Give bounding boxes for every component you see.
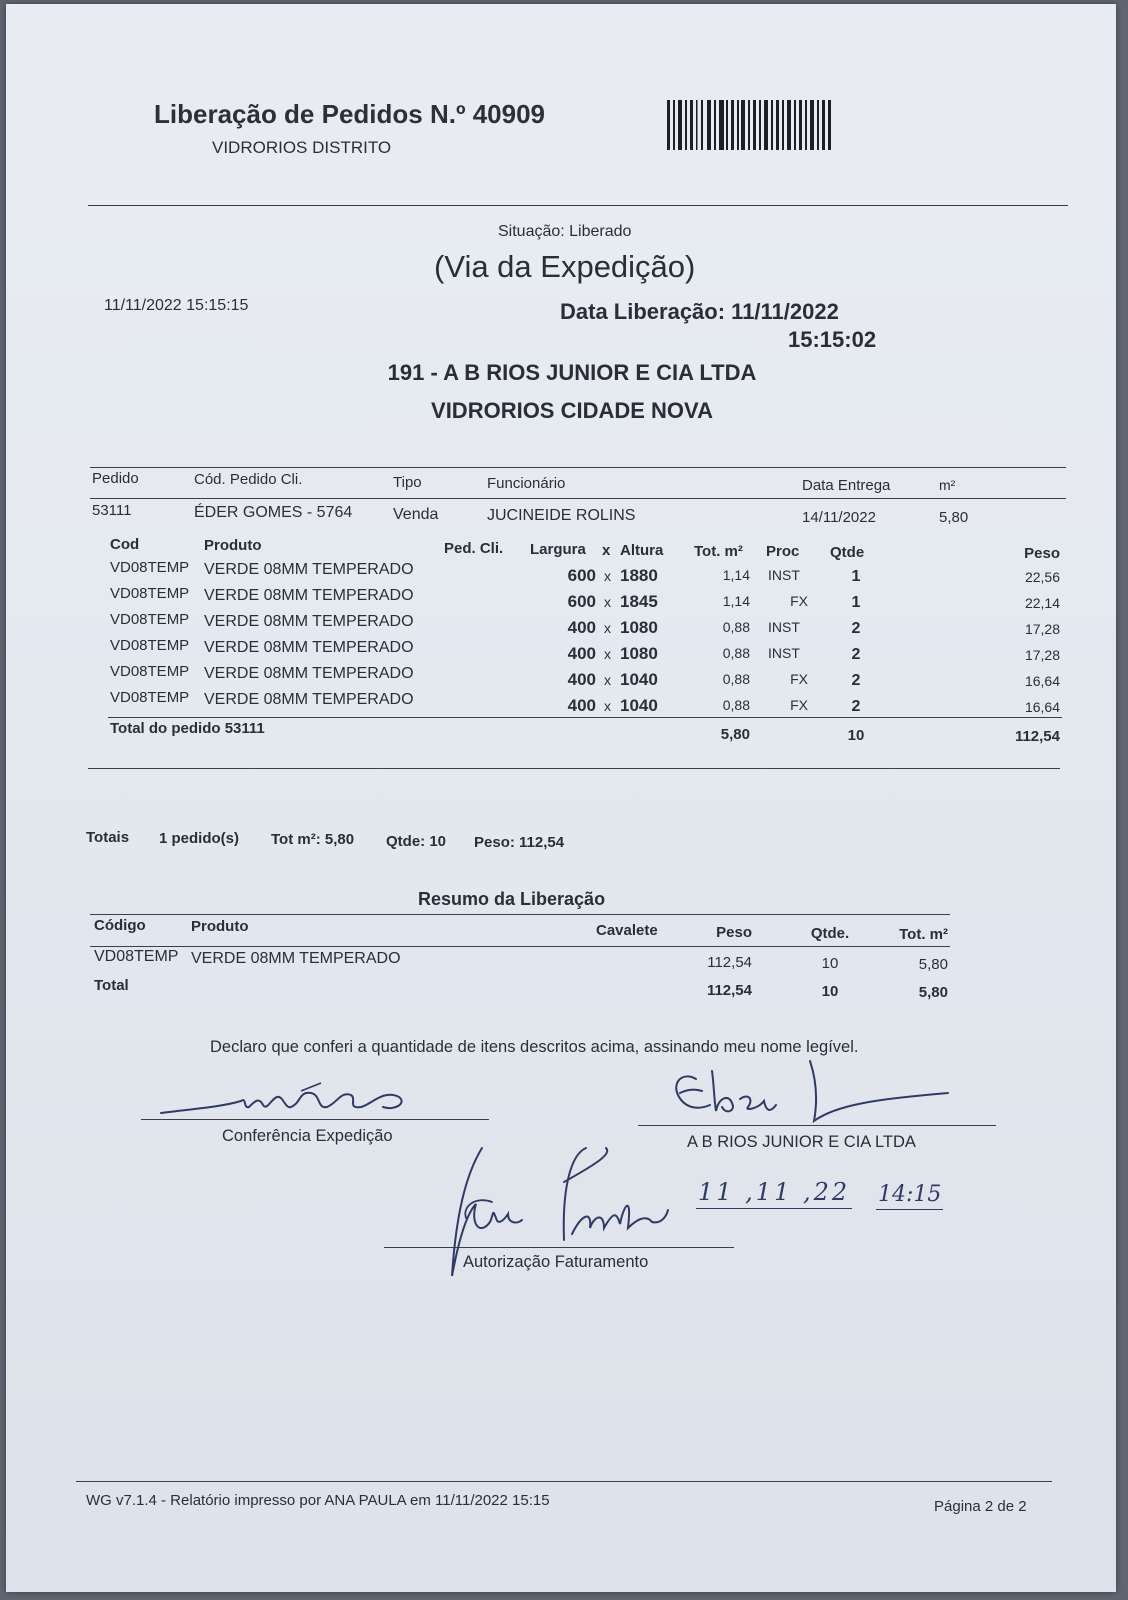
handwritten-date: 11 ,11 ,22: [696, 1178, 852, 1209]
totais-peso: Peso: 112,54: [474, 834, 565, 851]
data-liberacao: Data Liberação: 11/11/2022: [560, 299, 839, 324]
item-tot-m2: 0,88: [722, 671, 750, 687]
resumo-total-label: Total: [94, 977, 129, 994]
footer-rule: [76, 1481, 1052, 1482]
resumo-top-rule: [90, 914, 950, 915]
item-qtde: 1: [851, 594, 861, 611]
totais-pedidos: 1 pedido(s): [159, 830, 240, 847]
order-cod-pedido-cli: ÉDER GOMES - 5764: [194, 504, 353, 521]
item-proc: INST: [768, 619, 800, 635]
item-qtde: 2: [851, 646, 861, 663]
order-header-bottom-rule: [90, 498, 1066, 499]
col-funcionario: Funcionário: [487, 475, 566, 492]
item-x: x: [604, 594, 611, 610]
totais-tot-m2: Tot m²: 5,80: [271, 831, 355, 848]
item-peso: 22,56: [1024, 569, 1060, 585]
order-total-label: Total do pedido 53111: [110, 720, 265, 737]
document-title: Liberação de Pedidos N.º 40909: [154, 99, 545, 129]
signature-line-cliente: [638, 1125, 996, 1126]
client-name: 191 - A B RIOS JUNIOR E CIA LTDA: [387, 360, 757, 385]
items-col-ped-cli: Ped. Cli.: [444, 540, 504, 557]
resumo-col-cavalete: Cavalete: [596, 922, 658, 939]
item-cod: VD08TEMP: [110, 585, 190, 602]
item-proc: FX: [790, 697, 808, 713]
item-peso: 22,14: [1024, 595, 1060, 611]
items-section-divider: [88, 768, 1060, 769]
item-largura: 600: [567, 566, 596, 585]
item-x: x: [604, 568, 611, 584]
resumo-qtde: 10: [821, 955, 839, 972]
signature-label-conferencia: Conferência Expedição: [222, 1127, 393, 1145]
item-largura: 400: [567, 618, 596, 637]
order-total-m2: 5,80: [720, 726, 750, 743]
item-qtde: 2: [851, 620, 861, 637]
item-produto: VERDE 08MM TEMPERADO: [204, 613, 414, 630]
item-cod: VD08TEMP: [110, 663, 190, 680]
order-pedido: 53111: [92, 502, 132, 519]
order-data-entrega: 14/11/2022: [802, 509, 876, 526]
data-liberacao-time: 15:15:02: [788, 327, 877, 352]
item-tot-m2: 1,14: [722, 593, 750, 609]
item-altura: 1845: [620, 592, 658, 611]
items-col-tot-m2: Tot. m²: [694, 543, 743, 560]
item-tot-m2: 0,88: [722, 619, 750, 635]
items-col-proc: Proc: [766, 543, 800, 560]
item-produto: VERDE 08MM TEMPERADO: [204, 639, 414, 656]
resumo-codigo: VD08TEMP: [94, 948, 179, 965]
col-cod-pedido-cli: Cód. Pedido Cli.: [194, 471, 303, 488]
item-largura: 600: [567, 592, 596, 611]
signature-conferencia-drawing: [151, 1079, 431, 1124]
signature-line-conferencia: [141, 1119, 489, 1120]
item-tot-m2: 0,88: [722, 645, 750, 661]
item-altura: 1080: [620, 644, 658, 663]
col-m2: m²: [939, 477, 956, 493]
item-x: x: [604, 698, 611, 714]
resumo-produto: VERDE 08MM TEMPERADO: [191, 950, 401, 967]
items-col-cod: Cod: [110, 536, 140, 553]
resumo-col-produto: Produto: [191, 918, 249, 935]
item-cod: VD08TEMP: [110, 559, 190, 576]
totais-qtde: Qtde: 10: [386, 833, 447, 850]
resumo-header-rule: [90, 946, 950, 947]
order-total-qtde: 10: [847, 727, 865, 744]
client-store: VIDRORIOS CIDADE NOVA: [431, 398, 713, 423]
col-data-entrega: Data Entrega: [802, 477, 891, 494]
col-pedido: Pedido: [92, 470, 139, 487]
items-col-peso: Peso: [1024, 545, 1060, 562]
document-page: [6, 4, 1116, 1592]
item-produto: VERDE 08MM TEMPERADO: [204, 691, 414, 708]
resumo-tot-m2: 5,80: [918, 956, 948, 973]
resumo-total-peso: 112,54: [706, 982, 752, 999]
item-x: x: [604, 646, 611, 662]
order-total-peso: 112,54: [1014, 728, 1060, 745]
item-cod: VD08TEMP: [110, 637, 190, 654]
item-x: x: [604, 672, 611, 688]
company-name: VIDRORIOS DISTRITO: [212, 138, 392, 157]
items-total-rule: [108, 717, 1062, 718]
totais-label: Totais: [86, 829, 130, 846]
order-funcionario: JUCINEIDE ROLINS: [487, 507, 636, 524]
item-altura: 1080: [620, 618, 658, 637]
resumo-title: Resumo da Liberação: [418, 889, 606, 909]
signature-label-autorizacao: Autorização Faturamento: [463, 1253, 649, 1271]
resumo-total-tot-m2: 5,80: [918, 984, 948, 1001]
signature-line-autorizacao: [384, 1247, 734, 1248]
footer-page-number: Página 2 de 2: [934, 1498, 1027, 1515]
resumo-col-qtde: Qtde.: [810, 925, 850, 942]
items-col-largura: Largura: [530, 541, 586, 558]
signature-cliente-drawing: [666, 1059, 966, 1134]
item-altura: 1880: [620, 566, 658, 585]
item-proc: INST: [768, 567, 800, 583]
item-produto: VERDE 08MM TEMPERADO: [204, 587, 414, 604]
items-col-qtde: Qtde: [830, 544, 865, 561]
order-m2: 5,80: [939, 509, 969, 526]
header-divider: [88, 205, 1068, 206]
resumo-col-peso: Peso: [716, 924, 752, 941]
items-col-altura: Altura: [620, 542, 664, 559]
item-largura: 400: [567, 644, 596, 663]
resumo-peso: 112,54: [707, 954, 752, 971]
item-qtde: 2: [851, 672, 861, 689]
item-cod: VD08TEMP: [110, 689, 190, 706]
item-peso: 17,28: [1024, 647, 1060, 663]
resumo-col-tot-m2: Tot. m²: [899, 926, 948, 943]
item-qtde: 2: [851, 698, 861, 715]
item-produto: VERDE 08MM TEMPERADO: [204, 561, 414, 578]
item-x: x: [604, 620, 611, 636]
order-header-top-rule: [90, 467, 1066, 468]
signature-label-cliente: A B RIOS JUNIOR E CIA LTDA: [687, 1133, 916, 1151]
declaration-text: Declaro que conferi a quantidade de itens descritos acima, assinando meu nome legível.: [210, 1038, 859, 1056]
item-peso: 16,64: [1024, 673, 1060, 689]
item-tot-m2: 0,88: [722, 697, 750, 713]
item-proc: FX: [790, 593, 808, 609]
items-col-x: x: [602, 542, 611, 559]
item-largura: 400: [567, 696, 596, 715]
order-tipo: Venda: [393, 506, 439, 523]
item-largura: 400: [567, 670, 596, 689]
item-altura: 1040: [620, 670, 658, 689]
item-cod: VD08TEMP: [110, 611, 190, 628]
printed-timestamp: 11/11/2022 15:15:15: [104, 297, 249, 314]
item-proc: INST: [768, 645, 800, 661]
item-altura: 1040: [620, 696, 658, 715]
item-tot-m2: 1,14: [722, 567, 750, 583]
item-qtde: 1: [851, 568, 861, 585]
handwritten-time: 14:15: [876, 1182, 943, 1210]
footer-printed-by: WG v7.1.4 - Relatório impresso por ANA PAULA em 11/11/2022 15:15: [86, 1492, 550, 1509]
resumo-col-codigo: Código: [94, 917, 146, 934]
col-tipo: Tipo: [393, 474, 422, 491]
item-peso: 17,28: [1024, 621, 1060, 637]
item-peso: 16,64: [1024, 699, 1060, 715]
items-col-produto: Produto: [204, 537, 262, 554]
situacao-label: Situação: Liberado: [498, 223, 632, 240]
via-label: (Via da Expedição): [434, 249, 696, 284]
item-proc: FX: [790, 671, 808, 687]
barcode: [667, 98, 837, 157]
item-produto: VERDE 08MM TEMPERADO: [204, 665, 414, 682]
resumo-total-qtde: 10: [821, 983, 839, 1000]
